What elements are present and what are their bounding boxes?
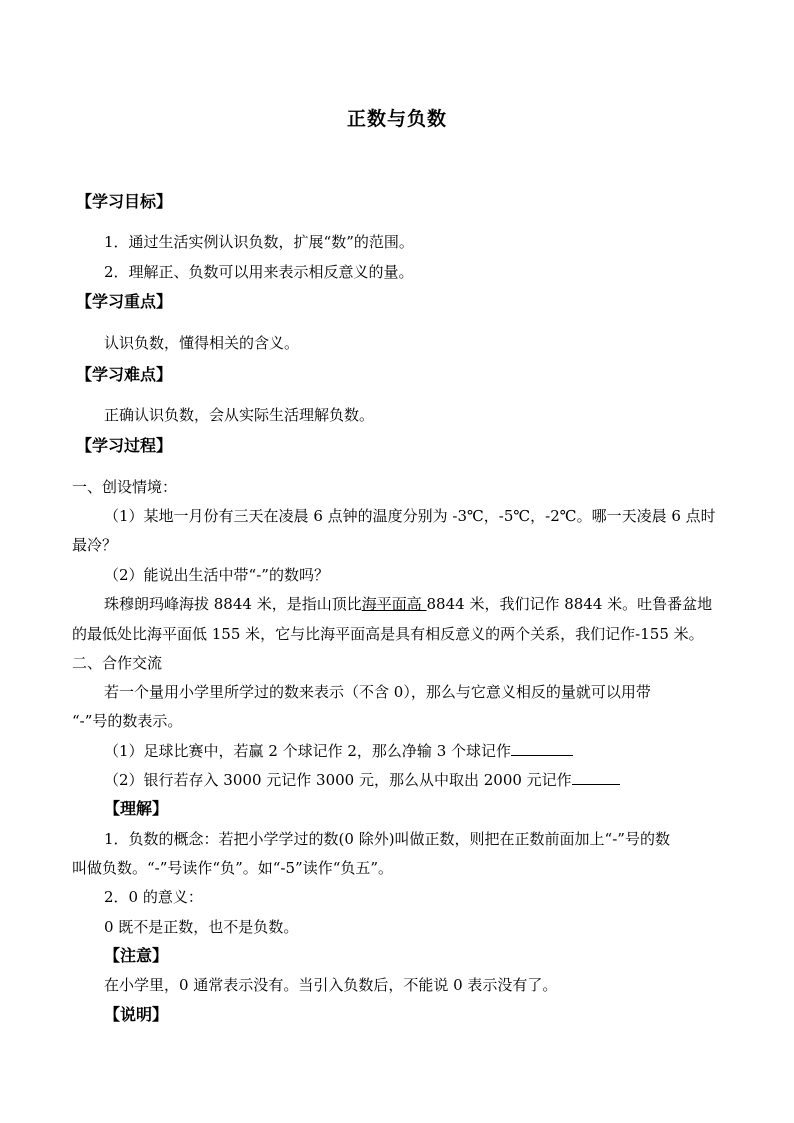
example-text: （2）银行若存入 3000 元记作 3000 元，那么从中取出 2000 元记作 [104,771,572,789]
label-explain: 【说明】 [104,1005,169,1024]
zero-heading: 2．0 的意义： [104,888,203,906]
example-1 [104,740,759,762]
answer-blank[interactable] [511,740,573,756]
example-text: （1）足球比赛中，若赢 2 个球记作 2，那么净输 3 个球记作 [104,742,512,760]
part2-heading: 二、合作交流 [72,654,163,672]
question-2: （2）能说出生活中带“-”的数吗？ [104,566,329,584]
answer-blank[interactable] [572,769,620,785]
concept-line-2: 叫做负数。“-”号读作“负”。如“-5”读作“负五”。 [72,859,394,877]
goal-item-2: 2．理解正、负数可以用来表示相反意义的量。 [104,263,414,281]
focus-text: 认识负数，懂得相关的含义。 [104,334,300,352]
question-1-line-2: 最冷？ [72,536,118,554]
concept-line-1: 1．负数的概念：若把小学学过的数(0 除外)叫做正数，则把在正数前面加上“-”号的数 [104,830,670,848]
paragraph-text: 珠穆朗玛峰海拔 8844 米，是指山顶比 [104,595,362,613]
zero-text: 0 既不是正数，也不是负数。 [104,918,299,936]
paragraph-text: 8844 米，我们记作 8844 米。吐鲁番盆地 [426,595,713,613]
underlined-text: 海平面高 [361,595,427,613]
goal-item-1: 1．通过生活实例认识负数，扩展“数”的范围。 [104,233,414,251]
paragraph-everest-line-1 [104,593,759,615]
question-1-line-1: （1）某地一月份有三天在凌晨 6 点钟的温度分别为 -3℃，-5℃，-2℃。哪一天凌晨 6 点时 [104,507,716,525]
section-heading-process: 【学习过程】 [76,436,173,455]
section-heading-goals: 【学习目标】 [76,192,173,211]
intro-line-1: 若一个量用小学里所学过的数来表示（不含 0），那么与它意义相反的量就可以用带 [104,683,651,701]
page-title: 正数与负数 [346,108,447,130]
note-text: 在小学里，0 通常表示没有。当引入负数后，不能说 0 表示没有了。 [104,976,558,994]
label-understand: 【理解】 [104,799,169,818]
section-heading-difficulty: 【学习难点】 [76,365,173,384]
label-note: 【注意】 [104,946,169,965]
part1-heading: 一、创设情境： [72,478,178,496]
example-2 [104,769,759,791]
intro-line-2: “-”号的数表示。 [72,712,183,730]
paragraph-everest-line-2: 的最低处比海平面低 155 米，它与比海平面高是具有相反意义的两个关系，我们记作-155 米。 [72,625,704,643]
difficulty-text: 正确认识负数，会从实际生活理解负数。 [104,406,375,424]
section-heading-focus: 【学习重点】 [76,292,173,311]
